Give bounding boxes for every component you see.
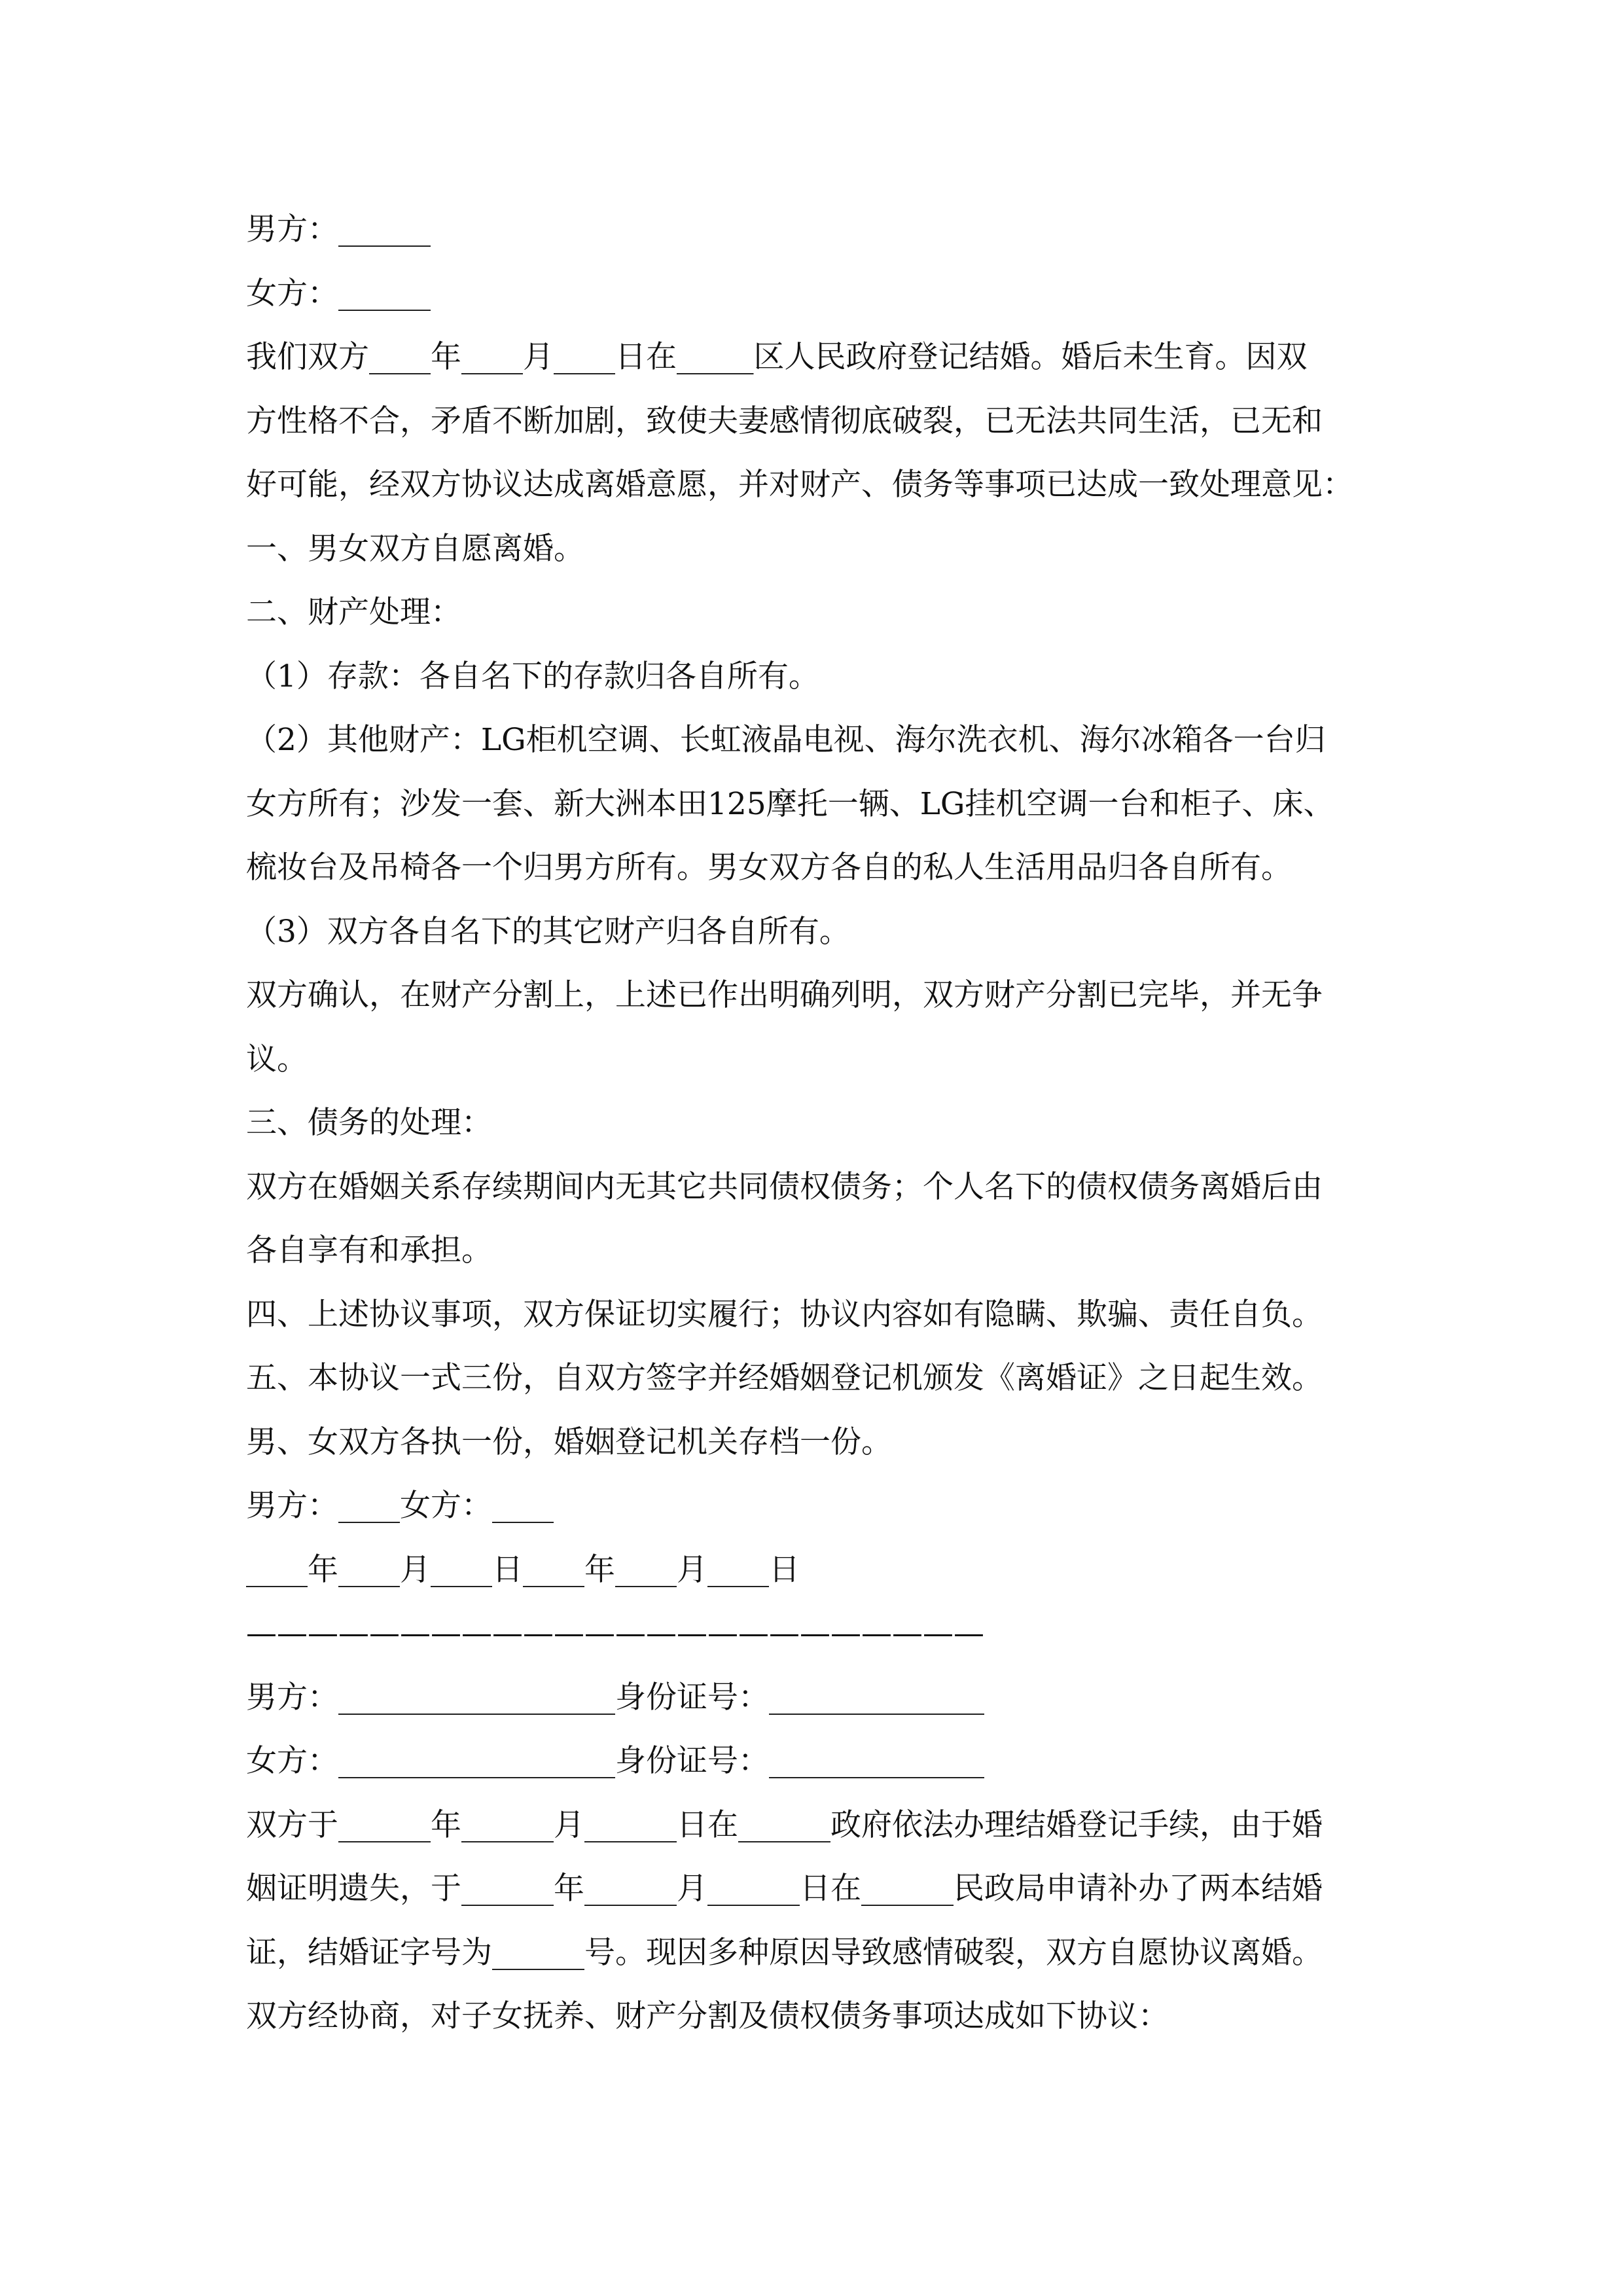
document-line: 男方：______	[246, 211, 431, 247]
document-line: 议。	[246, 1041, 308, 1077]
document-line: 我们双方____年____月____日在_____区人民政府登记结婚。婚后未生育。因双	[246, 339, 1308, 375]
document-line: 二、财产处理：	[246, 594, 461, 630]
document-line: 女方所有；沙发一套、新大洲本田125摩托一辆、LG挂机空调一台和柜子、床、	[246, 785, 1334, 822]
document-line: 双方于______年______月______日在______政府依法办理结婚登记手续，由于婚	[246, 1806, 1323, 1843]
document-line: 梳妆台及吊椅各一个归男方所有。男女双方各自的私人生活用品归各自所有。	[246, 850, 1292, 886]
document-line: （2）其他财产：LG柜机空调、长虹液晶电视、海尔洗衣机、海尔冰箱各一台归	[246, 722, 1326, 758]
document-line: 五、本协议一式三份，自双方签字并经婚姻登记机颁发《离婚证》之日起生效。	[246, 1360, 1323, 1396]
document-line: ————————————————————————	[246, 1615, 984, 1651]
document-line: 男、女双方各执一份，婚姻登记机关存档一份。	[246, 1424, 892, 1460]
document-line: 男方：__________________身份证号：______________	[246, 1679, 984, 1715]
document-line: 三、债务的处理：	[246, 1105, 492, 1141]
document-line: 方性格不合，矛盾不断加剧，致使夫妻感情彻底破裂，已无法共同生活，已无和	[246, 403, 1323, 439]
document-line: 双方确认，在财产分割上，上述已作出明确列明，双方财产分割已完毕，并无争	[246, 977, 1323, 1013]
document-line: （3）双方各自名下的其它财产归各自所有。	[246, 913, 850, 950]
agreement-document	[246, 198, 1411, 2049]
document-line: 双方在婚姻关系存续期间内无其它共同债权债务；个人名下的债权债务离婚后由	[246, 1168, 1323, 1205]
document-line: 四、上述协议事项，双方保证切实履行；协议内容如有隐瞒、欺骗、责任自负。	[246, 1296, 1323, 1333]
document-line: 各自享有和承担。	[246, 1232, 492, 1268]
document-line: ____年____月____日____年____月____日	[246, 1551, 800, 1588]
document-line: 姻证明遗失，于______年______月______日在______民政局申请补办了两本结婚	[246, 1871, 1323, 1907]
document-line: 男方：____女方：____	[246, 1488, 554, 1524]
document-line: 女方：__________________身份证号：______________	[246, 1743, 984, 1779]
document-line: （1）存款：各自名下的存款归各自所有。	[246, 658, 819, 694]
document-line: 双方经协商，对子女抚养、财产分割及债权债务事项达成如下协议：	[246, 1998, 1169, 2034]
document-line: 一、男女双方自愿离婚。	[246, 530, 584, 567]
document-line: 好可能，经双方协议达成离婚意愿，并对财产、债务等事项已达成一致处理意见：	[246, 467, 1353, 503]
document-line: 证，结婚证字号为______号。现因多种原因导致感情破裂，双方自愿协议离婚。	[246, 1934, 1323, 1971]
document-line: 女方：______	[246, 275, 431, 312]
